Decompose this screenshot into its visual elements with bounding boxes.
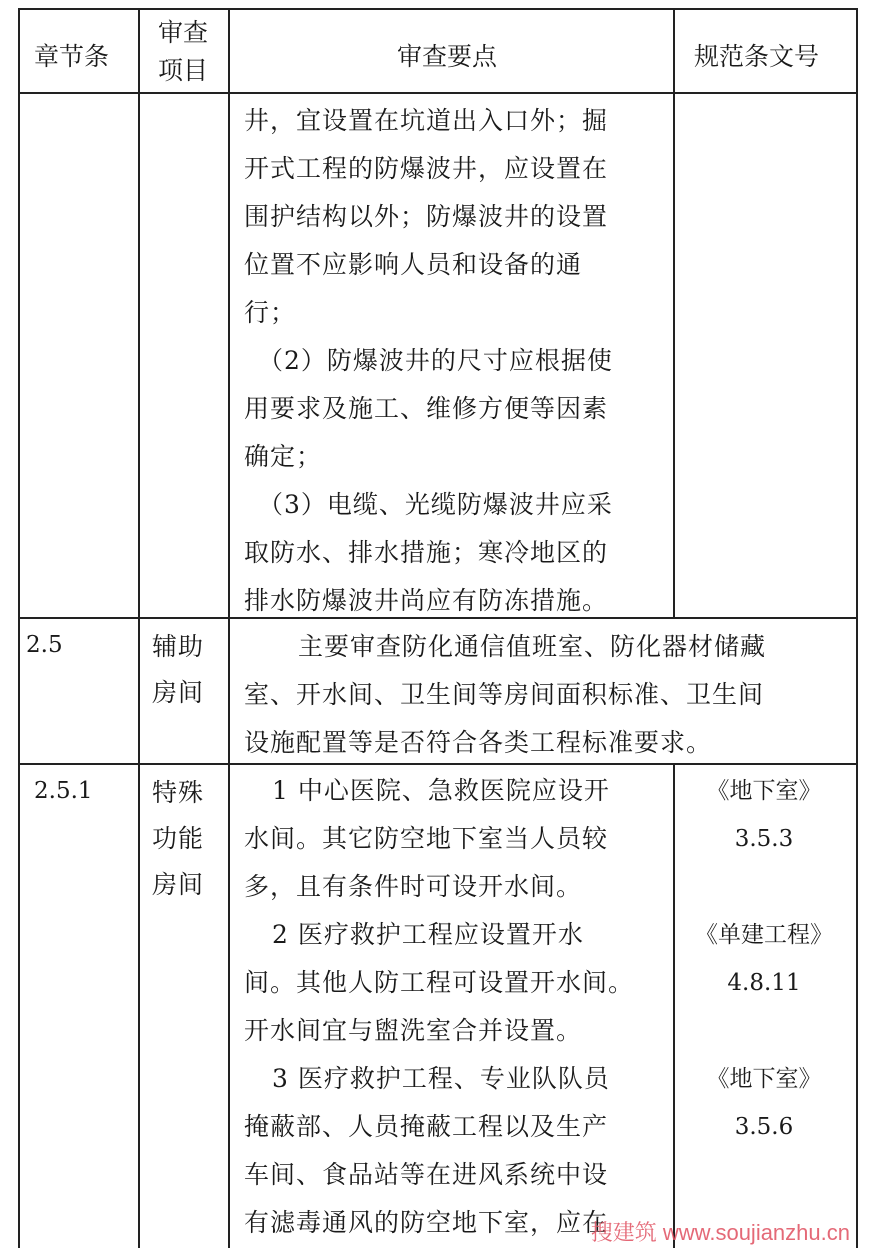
table-left-border: [18, 8, 20, 1248]
watermark: 搜建筑 www.soujianzhu.cn: [590, 1220, 850, 1245]
review-text-line: 3 医疗救护工程、专业队队员: [272, 1064, 610, 1093]
clause-reference-number: 3.5.3: [734, 826, 794, 852]
row-divider: [18, 617, 858, 619]
table-right-border: [856, 8, 858, 1248]
review-item-label: 房间: [152, 678, 205, 707]
clause-reference-name: 《地下室》: [706, 1066, 822, 1092]
review-text-line: 行；: [244, 298, 297, 327]
review-text-line: 2 医疗救护工程应设置开水: [272, 920, 584, 949]
review-text-line: 排水防爆波井尚应有防冻措施。: [244, 586, 609, 615]
review-text-line: 水间。其它防空地下室当人员较: [244, 824, 609, 853]
review-text-line: 有滤毒通风的防空地下室，应在: [244, 1208, 609, 1237]
review-text-line: 设施配置等是否符合各类工程标准要求。: [244, 728, 713, 757]
review-text-line: （2）防爆波井的尺寸应根据使: [258, 346, 613, 375]
review-text-line: 主要审查防化通信值班室、防化器材储藏: [298, 632, 767, 661]
row-divider: [18, 763, 858, 765]
table-top-border: [18, 8, 858, 10]
review-text-line: 位置不应影响人员和设备的通: [244, 250, 583, 279]
review-item-label: 房间: [152, 870, 205, 899]
header-review-points-label: 审查要点: [397, 42, 498, 71]
review-item-label: 辅助: [152, 632, 205, 661]
review-text-line: 用要求及施工、维修方便等因素: [244, 394, 609, 423]
section-number: 2.5: [26, 632, 63, 658]
review-text-line: 间。其他人防工程可设置开水间。: [244, 968, 635, 997]
review-text-line: 车间、食品站等在进风系统中设: [244, 1160, 609, 1189]
section-number: 2.5.1: [34, 778, 93, 804]
review-text-line: 开式工程的防爆波井，应设置在: [244, 154, 609, 183]
clause-reference-name: 《单建工程》: [695, 922, 833, 948]
column-divider: [673, 8, 675, 619]
column-divider: [673, 763, 675, 1248]
review-item-label: 特殊: [152, 778, 205, 807]
clause-reference-number: 4.8.11: [727, 970, 801, 996]
column-divider: [138, 8, 140, 1248]
header-item-label-line2: 项目: [158, 56, 209, 85]
review-text-line: 井，宜设置在坑道出入口外；掘: [244, 106, 609, 135]
clause-reference-name: 《地下室》: [706, 778, 822, 804]
review-text-line: （3）电缆、光缆防爆波井应采: [258, 490, 613, 519]
clause-reference-number: 3.5.6: [734, 1114, 794, 1140]
header-clause-number-label: 规范条文号: [694, 42, 820, 71]
review-text-line: 多，且有条件时可设开水间。: [244, 872, 583, 901]
review-text-line: 掩蔽部、人员掩蔽工程以及生产: [244, 1112, 609, 1141]
review-text-line: 开水间宜与盥洗室合并设置。: [244, 1016, 583, 1045]
review-text-line: 1 中心医院、急救医院应设开: [272, 776, 610, 805]
review-item-label: 功能: [152, 824, 205, 853]
header-section-label: 章节条: [34, 42, 110, 71]
header-bottom-border: [18, 92, 858, 94]
column-divider: [228, 8, 230, 1248]
review-text-line: 室、开水间、卫生间等房间面积标准、卫生间: [244, 680, 765, 709]
review-text-line: 确定；: [244, 442, 323, 471]
review-text-line: 围护结构以外；防爆波井的设置: [244, 202, 609, 231]
review-text-line: 取防水、排水措施；寒冷地区的: [244, 538, 609, 567]
header-item-label-line1: 审查: [158, 18, 209, 47]
